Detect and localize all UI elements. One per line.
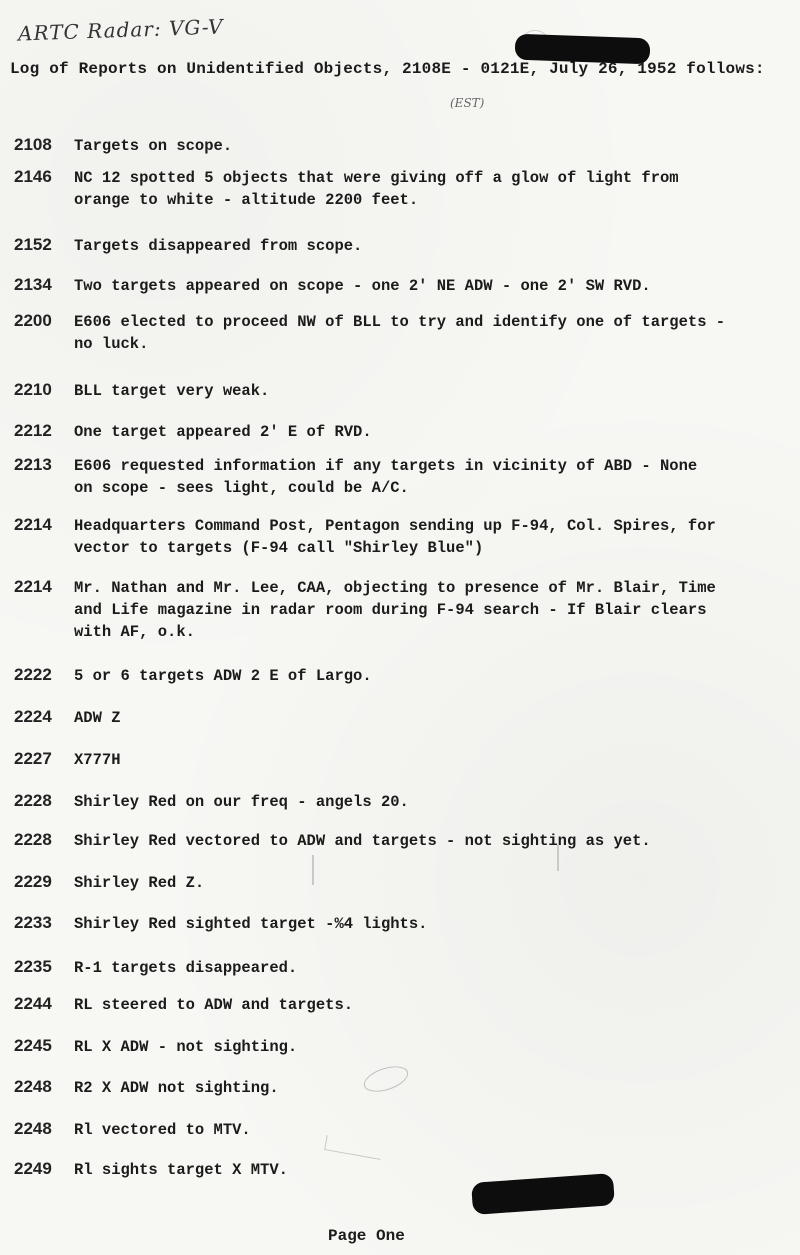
entry-time: 2245: [14, 1036, 52, 1055]
entry-time: 2229: [14, 872, 52, 891]
entry-text: Shirley Red vectored to ADW and targets - not sighting as yet.: [74, 832, 651, 850]
entry-time: 2228: [14, 830, 52, 849]
entry-time: 2233: [14, 913, 52, 932]
entry-time: 2146: [14, 167, 52, 186]
entry-text: Rl vectored to MTV.: [74, 1121, 251, 1139]
entry-text: Rl sights target X MTV.: [74, 1161, 288, 1179]
entry-text: RL X ADW - not sighting.: [74, 1038, 298, 1056]
entry-text: RL steered to ADW and targets.: [74, 996, 354, 1014]
entry-time: 2210: [14, 380, 52, 399]
entry-time: 2200: [14, 311, 52, 330]
entry-text: 5 or 6 targets ADW 2 E of Largo.: [74, 667, 372, 685]
document-heading: Log of Reports on Unidentified Objects, 2108E - 0121E, July 26, 1952 follows:: [10, 60, 765, 78]
entry-text: R-1 targets disappeared.: [74, 959, 298, 977]
entry-text: Shirley Red on our freq - angels 20.: [74, 793, 409, 811]
entry-time: 2152: [14, 235, 52, 254]
entry-text: Mr. Nathan and Mr. Lee, CAA, objecting to presence of Mr. Blair, Time and Life magazine in radar room during F-94 search - If Blair clears with AF, o.k.: [74, 579, 716, 641]
entry-time: 2249: [14, 1159, 52, 1178]
heading-annotation: (EST): [450, 96, 485, 110]
entry-text: BLL target very weak.: [74, 382, 270, 400]
stray-mark: [557, 845, 559, 871]
entry-text: Targets on scope.: [74, 137, 233, 155]
entry-time: 2224: [14, 707, 52, 726]
entry-time: 2244: [14, 994, 52, 1013]
entry-time: 2212: [14, 421, 52, 440]
entry-text: Shirley Red sighted target -%4 lights.: [74, 915, 428, 933]
entry-time: 2134: [14, 275, 52, 294]
entry-text: E606 requested information if any targets in vicinity of ABD - None on scope - sees light, could be A/C.: [74, 457, 698, 497]
entry-time: 2213: [14, 455, 52, 474]
entry-text: Shirley Red Z.: [74, 874, 205, 892]
entry-text: NC 12 spotted 5 objects that were giving off a glow of light from orange to white - altitude 2200 feet.: [74, 169, 679, 209]
entry-text: ADW Z: [74, 709, 121, 727]
entry-time: 2248: [14, 1119, 52, 1138]
entry-time: 2235: [14, 957, 52, 976]
entry-text: Targets disappeared from scope.: [74, 237, 363, 255]
handwritten-title: ARTC Radar: VG-V: [17, 14, 224, 46]
entry-text: Two targets appeared on scope - one 2' NE ADW - one 2' SW RVD.: [74, 277, 651, 295]
entry-time: 2214: [14, 515, 52, 534]
entry-time: 2214: [14, 577, 52, 596]
entry-text: E606 elected to proceed NW of BLL to try and identify one of targets - no luck.: [74, 313, 726, 353]
entry-time: 2222: [14, 665, 52, 684]
entry-text: R2 X ADW not sighting.: [74, 1079, 279, 1097]
page-label: Page One: [328, 1227, 405, 1245]
entry-text: Headquarters Command Post, Pentagon sending up F-94, Col. Spires, for vector to targets (F-94 call "Shirley Blue"): [74, 517, 716, 557]
entry-time: 2108: [14, 135, 52, 154]
entry-text: One target appeared 2' E of RVD.: [74, 423, 372, 441]
entry-time: 2227: [14, 749, 52, 768]
entry-time: 2228: [14, 791, 52, 810]
entry-text: X777H: [74, 751, 121, 769]
stray-mark: [312, 855, 314, 885]
entry-time: 2248: [14, 1077, 52, 1096]
